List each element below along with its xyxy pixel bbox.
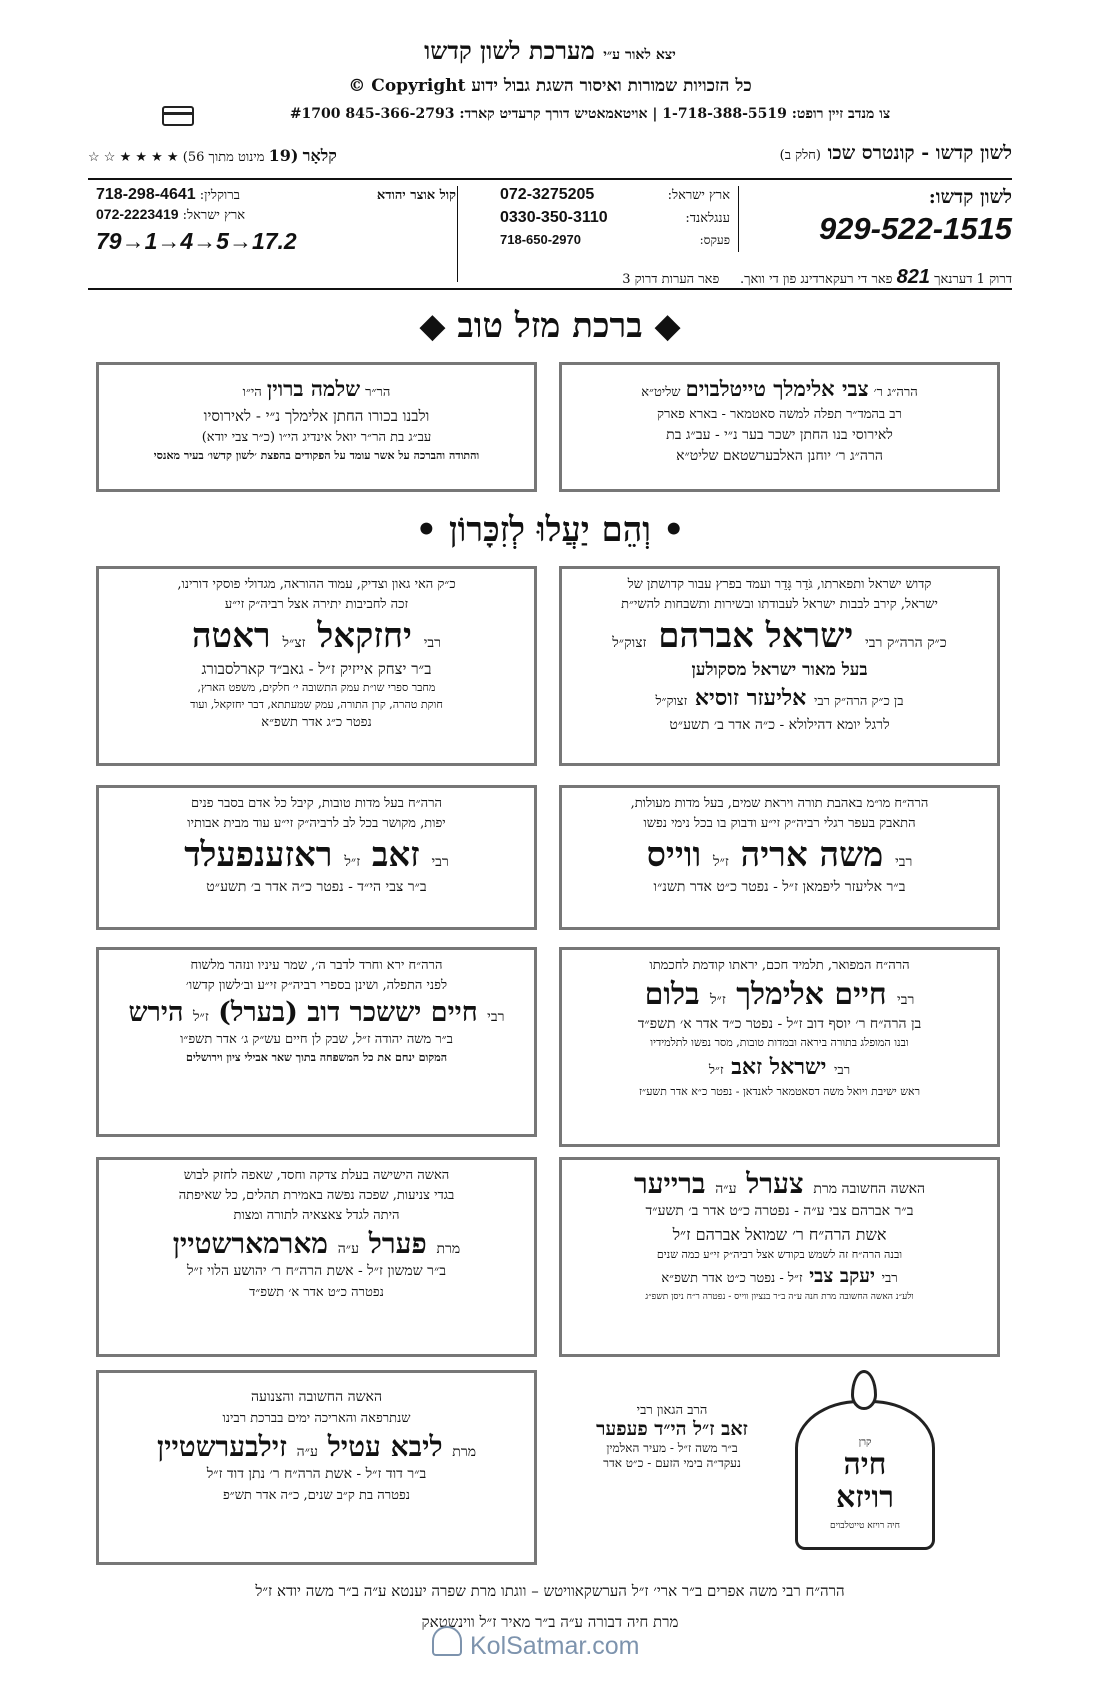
zikaron-heading: • וְהֵם יַעֲלוּ לְזִכָּרוֹן • xyxy=(415,510,685,550)
header-rule-top xyxy=(88,178,1012,180)
mazel-tov-box-left: הר״ר שלמה ברוין הי״ו ולבנו בכורו החתן אלימלך נ״י - לאירוסיו עב״ג בת הר״ר יואל אינדיג הי״ו (כ״ר צבי יודא) והתודה והברכה על אשר עומד על הפקודים בהפצת ׳לשון קדשו׳ בעיר מאנסי xyxy=(96,362,537,492)
main-phone-number[interactable]: 929-522-1515 xyxy=(818,211,1012,246)
memorial-box-rotha: כ״ק האי גאון וצדיק, עמוד ההוראה, מגדולי פוסקי דורינו, זכה לחביבות יתירה אצל רביה״ק זי״ע רבי יחזקאל זצ״ל ראטה ב״ר יצחק אייזיק ז״ל - גאב״ד קארלסבורג מחבר ספרי שו״ת עמק התשובה י׳ חלקים, משפט הארץ, חוקת טהרה, קרן התורה, עמק שמעתתא, דבר יחזקאל, ועוד נפטר כ״ג אדר תשפ״א xyxy=(96,566,537,766)
star-rating-icon: ★ ★ ★ ★ ☆ ☆ xyxy=(88,150,179,165)
donation-line: צו מנדב זיין רופט: 1-718-388-5519 | אויטאמאטיש דורך קרעדיט קארד: 845-366-2793 #1700 xyxy=(289,106,891,122)
copyright-line: כל הזכויות שמורות ואיסור השגת גבול ידוע Copyright © xyxy=(348,76,752,96)
title-row xyxy=(88,142,1012,170)
memorial-box-marmarstein: האשה הישישה בעלת צדקה וחסד, שאפה לחזק לבוש בגדי צניעות, שפכה נפשה באמירת תהלים, כל שאיפתה היתה לגדל צאצאיה לתורה ומצות מרת פערל ע״ה מארמארשטיין ב״ר שמשון ז״ל - אשת הרה״ח ר׳ יהושע הלוי ז״ל נפטרה כ״ט אדר א׳ תשפ״ד xyxy=(96,1157,537,1357)
memorial-box-zilberstein: האשה החשובה והצנועה שנתרפאה והאריכה ימים בברכת רבינו מרת ליבא עטיל ע״ה זילבערשטיין ב״ר דוד ז״ל - אשת הרה״ח ר׳ נתן דוד ז״ל נפטרה בת ק״ב שנים, כ״ה אדר תש״פ xyxy=(96,1370,537,1565)
kol-otzar-phones: קול אוצר יהודא ברוקלין: 718-298-4641 ארץ ישראל: 072-2223419 79→1→4→5→17.2 xyxy=(96,186,456,254)
fax-number[interactable]: 718-650-2970 xyxy=(500,232,581,247)
menu-sequence: 79→1→4→5→17.2 xyxy=(96,228,297,254)
footer-memorial-line-2: מרת חיה דבורה ע״ה ב״ר מאיר ז״ל ווינשטאק xyxy=(421,1613,679,1631)
keren-chaya-reiza-logo xyxy=(785,1370,945,1550)
israel-phone[interactable]: 072-3275205 xyxy=(500,186,595,203)
clarity-rating: קלאָר (19 מינוט מתוך 56) ★ ★ ★ ★ ☆ ☆ xyxy=(88,146,337,165)
header-rule-bottom xyxy=(88,288,1012,290)
logo-frame: קרן חיה רויזא חיה רויזא טייטלבוים xyxy=(795,1400,935,1550)
memorial-box-blum: הרה״ח המפואר, תלמיד חכם, יראתו קודמת לחכמתו רבי חיים אלימלך ז״ל בלום בן הרה״ח ר׳ יוסף דוב ז״ל - נפטר כ״ד אדר א׳ תשפ״ד ובנו המופלג בתורה ביראה ובמדות טובות, מסר נפשו לתלמידיו רבי ישראל זאב ז״ל ראש ישיבת ויואל משה דסאטמאר לאנדאן - נפטר כ״א אדר תשע״ז xyxy=(559,947,1000,1147)
booklet-title: לשון קדשו - קונטרס שכו (חלק ב) xyxy=(779,142,1012,164)
england-phone[interactable]: 0330-350-3110 xyxy=(500,209,608,226)
brooklyn-phone[interactable]: 718-298-4641 xyxy=(96,186,196,203)
publisher-line: יצא לאור ע״י מערכת לשון קדשו xyxy=(424,36,676,65)
international-phones: ארץ ישראל: 072-3275205 ענגלאנד: 0330-350-3110 פעקס: 718-650-2970 xyxy=(500,186,730,247)
memorial-box-hirsch: הרה״ח ירא וחרד לדבר ה׳, שמר עיניו ונזהר מלשוח לפני התפלה, ושינן בספרי רביה״ק זי״ע וב׳לשון קדשו׳ רבי חיים יששכר דוב (בערל) ז״ל הירש ב״ר משה יהודה ז״ל, שבק לן חיים עש״ק ג׳ אדר תשפ״ו המקום ינחם את כל המשפחה בתוך שאר אבילי ציון וירושלים xyxy=(96,947,537,1137)
memorial-box-skolen: קדוש ישראל ותפארתו, גֹּדֵר גָּדֵר ועמד בפרץ עבור קדושתן של ישראל, קירב לבבות ישראל לעבודתו ובשירות ותשבחות להשי״ת כ״ק הרה״ק רבי ישראל אברהם זצוק״ל בעל מאור ישראל מסקולען בן כ״ק הרה״ק רבי אליעזר זוסיא זצוק״ל לרגל יומא דהילולא - כ״ה אדר ב׳ תשע״ט xyxy=(559,566,1000,766)
memorial-rav-pfeffer: הרב הגאון רבי זאב ז״ל הי״ד פעפער ב״ר משה ז״ל - מעיר האלמין נעקד״ה בימי הזעם - כ״ט אדר xyxy=(596,1403,748,1470)
mazel-tov-heading: ◆ ברכת מזל טוב ◆ xyxy=(419,306,681,346)
candle-flame-icon xyxy=(851,1370,877,1410)
mazel-tov-box-right: הרה״ג ר׳ צבי אלימלך טייטלבוים שליט״א רב בהמד״ר תפלה למשה סאטמאר - בארא פארק לאירוסי בנו החתן ישכר בער נ״י - עב״ג בת הרה״ג ר׳ יוחנן האלבערשטאם שליט״א xyxy=(559,362,1000,492)
kol-israel-phone[interactable]: 072-2223419 xyxy=(96,206,179,222)
kolsatmar-logo-icon xyxy=(432,1626,462,1656)
watermark[interactable]: KolSatmar.com xyxy=(470,1632,640,1660)
publisher-name: מערכת לשון קדשו xyxy=(424,36,595,65)
memorial-box-breuer: האשה החשובה מרת צערל ע״ה ברייער ב״ר אברהם צבי ע״ה - נפטרה כ״ט אדר ב׳ תשע״ד אשת הרה״ח ר׳ שמואל אברהם ז״ל ובנה הרה״ח זה לשמש בקודש אצל רביה״ק זי״ע כמה שנים רבי יעקב צבי ז״ל - נפטר כ״ט אדר תשפ״א ולע״נ האשה החשובה מרת חנה ע״ה ב״ר בנציון ווייס - נפטרה ר״ח ניסן תשפ״ג xyxy=(559,1157,1000,1357)
divider xyxy=(457,186,458,282)
memorial-box-rosenfeld: הרה״ח בעל מדות טובות, קיבל כל אדם בסבר פנים יפות, מקושר בכל לב לרביה״ק זי״ע עוד מבית אבותיו רבי זאב ז״ל ראזענפעלד ב״ר צבי הי״ד - נפטר כ״ה אדר ב׳ תשע״ט xyxy=(96,785,537,930)
memorial-box-weiss: הרה״ח מו״מ באהבת תורה ויראת שמים, בעל מדות מעולות, התאבק בעפר רגלי רביה״ק זי״ע ודבוק בו בכל נימי נפשו רבי משה אריה ז״ל ווייס ב״ר אליעזר ליפמאן ז״ל - נפטר כ״ט אדר תשנ״ו xyxy=(559,785,1000,930)
main-hotline: לשון קדשו: 929-522-1515 xyxy=(752,186,1012,247)
dial-instructions: דרוק 1 דערנאך 821 פאר די רעקארדינג פון די וואך. פאר הערות דרוק 3 xyxy=(622,266,1012,288)
footer-memorial-line-1: הרה״ח רבי משה אפרים ב״ר ארי׳ ז״ל הערשקאוויטש – ווגתו מרת שפרה יענטא ע״ה ב״ר משה יודא ז״ל xyxy=(255,1582,845,1600)
divider xyxy=(738,186,739,252)
